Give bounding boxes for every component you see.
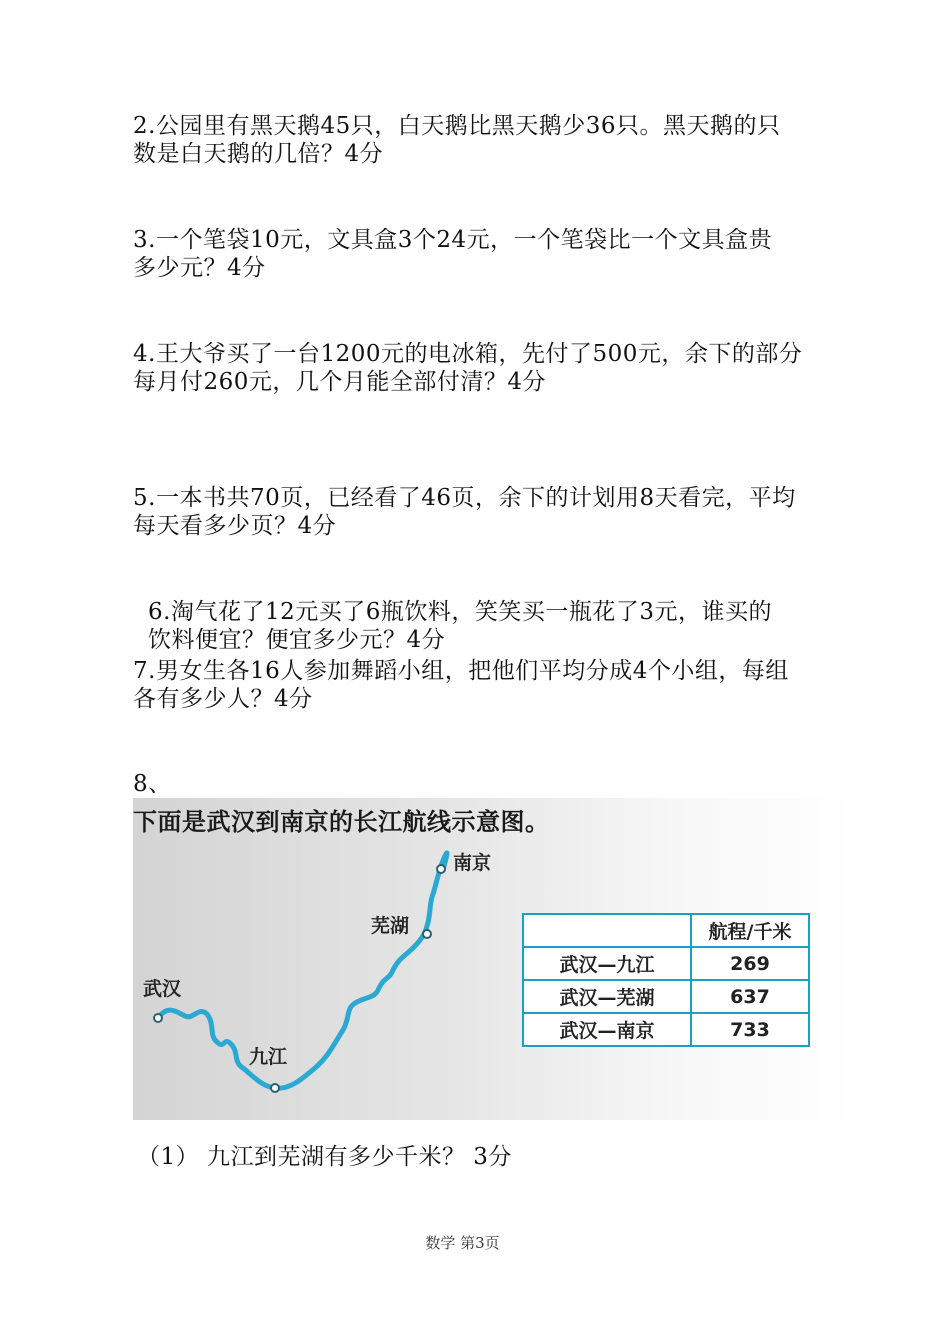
question-6	[148, 598, 848, 654]
question-3-line-1: 3.一个笔袋10元，文具盒3个24元，一个笔袋比一个文具盒贵	[133, 227, 773, 253]
question-2	[133, 112, 848, 168]
question-3-line-2: 多少元？4分	[133, 255, 266, 281]
table-row	[523, 947, 809, 980]
figure-title: 下面是武汉到南京的长江航线示意图。	[133, 808, 550, 836]
question-3	[133, 226, 848, 282]
question-7-line-2: 各有多少人？4分	[133, 686, 313, 712]
table-row	[523, 980, 809, 1013]
yangtze-route-figure	[133, 798, 855, 1120]
route-distance: 269	[691, 947, 809, 980]
question-4	[133, 340, 848, 396]
route-name: 武汉—南京	[523, 1013, 691, 1046]
table-header-row	[523, 914, 809, 947]
route-name: 武汉—九江	[523, 947, 691, 980]
page-footer: 数学 第3页	[425, 1234, 500, 1252]
question-6-line-2: 饮料便宜？便宜多少元？4分	[148, 627, 446, 653]
question-6-line-1: 6.淘气花了12元买了6瓶饮料，笑笑买一瓶花了3元，谁买的	[148, 599, 772, 625]
route-distance: 733	[691, 1013, 809, 1046]
question-2-line-1: 2.公园里有黑天鹅45只，白天鹅比黑天鹅少36只。黑天鹅的只	[133, 113, 781, 139]
question-7-line-1: 7.男女生各16人参加舞蹈小组，把他们平均分成4个小组，每组	[133, 658, 789, 684]
question-5	[133, 484, 848, 540]
yangtze-river-line	[158, 853, 447, 1088]
city-label-wuhan: 武汉	[143, 978, 182, 1000]
question-5-line-2: 每天看多少页？4分	[133, 513, 337, 539]
table-header-blank	[523, 914, 691, 947]
table-header-distance: 航程/千米	[691, 914, 809, 947]
city-label-nanjing: 南京	[453, 852, 492, 874]
city-label-wuhu: 芜湖	[371, 915, 410, 937]
route-name: 武汉—芜湖	[523, 980, 691, 1013]
question-2-line-2: 数是白天鹅的几倍？4分	[133, 141, 384, 167]
question-4-line-2: 每月付260元，几个月能全部付清？4分	[133, 369, 547, 395]
question-8-sub-1: （1） 九江到芜湖有多少千米？ 3分	[137, 1144, 512, 1170]
question-5-line-1: 5.一本书共70页，已经看了46页，余下的计划用8天看完，平均	[133, 485, 796, 511]
question-8-label: 8、	[133, 771, 172, 797]
jiujiang-marker	[271, 1084, 279, 1092]
nanjing-marker	[437, 865, 445, 873]
wuhu-marker	[423, 930, 431, 938]
route-distance: 637	[691, 980, 809, 1013]
table-row	[523, 1013, 809, 1046]
city-label-jiujiang: 九江	[249, 1046, 288, 1068]
question-4-line-1: 4.王大爷买了一台1200元的电冰箱，先付了500元，余下的部分	[133, 341, 803, 367]
wuhan-marker	[154, 1014, 162, 1022]
route-distance-table	[522, 913, 810, 1047]
question-7	[133, 657, 848, 713]
